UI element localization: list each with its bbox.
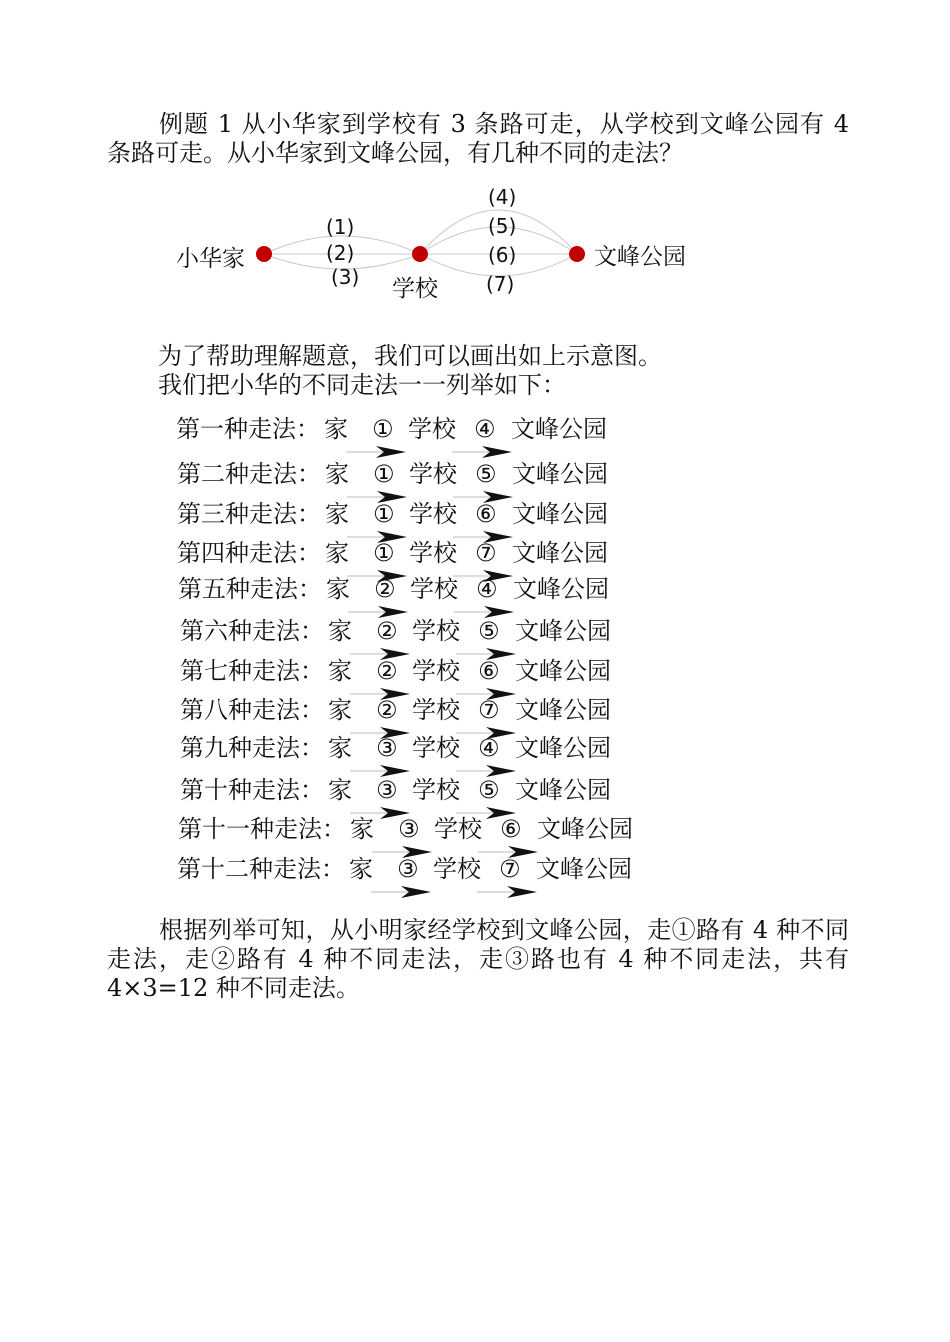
- route-mid: 学校: [412, 696, 460, 724]
- route-path-2: ⑦: [475, 539, 497, 567]
- route-end: 文峰公园: [512, 539, 608, 567]
- route-start: 家: [328, 696, 352, 724]
- route-start: 家: [324, 415, 348, 443]
- route-arrow-2: [456, 755, 516, 767]
- park-node: [569, 246, 585, 262]
- route-diagram: [170, 180, 710, 310]
- route-mid: 学校: [434, 815, 482, 843]
- route-path-2: ⑤: [475, 460, 497, 488]
- route-path-1: ②: [376, 696, 398, 724]
- route-path-2: ⑤: [478, 776, 500, 804]
- route-start: 家: [325, 500, 349, 528]
- route-start: 家: [328, 617, 352, 645]
- route-label: 第八种走法：: [180, 696, 324, 724]
- route-mid: 学校: [409, 500, 457, 528]
- route-end: 文峰公园: [512, 460, 608, 488]
- route-label: 第七种走法：: [180, 657, 324, 685]
- route-arrow-1: [372, 836, 432, 848]
- route-path-1: ①: [373, 460, 395, 488]
- route-path-1: ③: [376, 776, 398, 804]
- route-arrow-2: [456, 717, 516, 729]
- route-label: 第一种走法：: [176, 415, 320, 443]
- route-mid: 学校: [433, 855, 481, 883]
- route-end: 文峰公园: [511, 415, 607, 443]
- route-label: 第四种走法：: [177, 539, 321, 567]
- path-1-label: (1): [326, 215, 355, 239]
- problem-statement: 例题 1 从小华家到学校有 3 条路可走，从学校到文峰公园有 4 条路可走。从小华家到文峰公园，有几种不同的走法？: [107, 110, 849, 167]
- route-end: 文峰公园: [515, 734, 611, 762]
- school-label: 学校: [392, 276, 438, 302]
- route-end: 文峰公园: [536, 855, 632, 883]
- route-arrow-2: [453, 560, 513, 572]
- route-end: 文峰公园: [515, 617, 611, 645]
- route-arrow-2: [456, 638, 516, 650]
- route-label: 第十种走法：: [180, 776, 324, 804]
- route-label: 第二种走法：: [177, 460, 321, 488]
- path-7-label: (7): [486, 272, 515, 296]
- route-arrow-2: [456, 678, 516, 690]
- route-arrow-1: [347, 481, 407, 493]
- route-start: 家: [325, 539, 349, 567]
- route-end: 文峰公园: [537, 815, 633, 843]
- route-label: 第六种走法：: [180, 617, 324, 645]
- route-path-2: ④: [474, 415, 496, 443]
- route-arrow-2: [478, 836, 538, 848]
- path-5-label: (5): [488, 214, 517, 238]
- route-arrow-1: [371, 876, 431, 888]
- home-node: [256, 246, 272, 262]
- route-arrow-1: [350, 717, 410, 729]
- route-arrow-1: [350, 797, 410, 809]
- route-mid: 学校: [412, 734, 460, 762]
- route-path-1: ②: [376, 657, 398, 685]
- route-path-1: ①: [373, 539, 395, 567]
- route-path-1: ①: [372, 415, 394, 443]
- route-label: 第五种走法：: [178, 575, 322, 603]
- route-path-2: ⑤: [478, 617, 500, 645]
- route-arrow-1: [350, 678, 410, 690]
- route-label: 第九种走法：: [180, 734, 324, 762]
- route-arrow-1: [347, 560, 407, 572]
- route-start: 家: [325, 460, 349, 488]
- route-mid: 学校: [410, 575, 458, 603]
- route-arrow-2: [453, 481, 513, 493]
- route-path-2: ④: [476, 575, 498, 603]
- route-arrow-2: [477, 876, 537, 888]
- path-3-label: (3): [331, 265, 360, 289]
- explain-diagram: 为了帮助理解题意，我们可以画出如上示意图。: [158, 342, 662, 370]
- route-arrow-1: [350, 638, 410, 650]
- route-arrow-2: [452, 436, 512, 448]
- path-6-label: (6): [488, 243, 517, 267]
- route-arrow-1: [350, 755, 410, 767]
- route-path-2: ⑦: [478, 696, 500, 724]
- route-end: 文峰公园: [515, 657, 611, 685]
- route-arrow-2: [454, 596, 514, 608]
- route-end: 文峰公园: [515, 696, 611, 724]
- route-mid: 学校: [412, 776, 460, 804]
- route-mid: 学校: [409, 460, 457, 488]
- route-path-1: ②: [376, 617, 398, 645]
- home-label: 小华家: [176, 246, 245, 272]
- route-label: 第十二种走法：: [177, 855, 345, 883]
- route-arrow-1: [347, 521, 407, 533]
- route-path-2: ⑥: [475, 500, 497, 528]
- route-arrow-2: [456, 797, 516, 809]
- route-path-1: ②: [374, 575, 396, 603]
- route-mid: 学校: [412, 617, 460, 645]
- route-mid: 学校: [409, 539, 457, 567]
- route-start: 家: [328, 734, 352, 762]
- route-path-2: ④: [478, 734, 500, 762]
- explain-list: 我们把小华的不同走法一一列举如下：: [158, 371, 566, 399]
- route-end: 文峰公园: [513, 575, 609, 603]
- route-path-1: ③: [397, 855, 419, 883]
- route-path-2: ⑥: [500, 815, 522, 843]
- route-path-2: ⑦: [499, 855, 521, 883]
- park-label: 文峰公园: [594, 244, 686, 270]
- route-start: 家: [350, 815, 374, 843]
- route-path-2: ⑥: [478, 657, 500, 685]
- route-end: 文峰公园: [512, 500, 608, 528]
- route-start: 家: [326, 575, 350, 603]
- route-start: 家: [349, 855, 373, 883]
- route-path-1: ③: [398, 815, 420, 843]
- route-label: 第三种走法：: [177, 500, 321, 528]
- route-path-1: ③: [376, 734, 398, 762]
- school-node: [412, 246, 428, 262]
- path-4-label: (4): [488, 185, 517, 209]
- route-arrow-2: [453, 521, 513, 533]
- route-end: 文峰公园: [515, 776, 611, 804]
- route-start: 家: [328, 657, 352, 685]
- route-mid: 学校: [412, 657, 460, 685]
- route-mid: 学校: [408, 415, 456, 443]
- conclusion: 根据列举可知，从小明家经学校到文峰公园，走①路有 4 种不同走法，走②路有 4 种不同走法，走③路也有 4 种不同走法，共有 4×3=12 种不同走法。: [107, 916, 849, 1002]
- path-2-label: (2): [326, 241, 355, 265]
- route-label: 第十一种走法：: [178, 815, 346, 843]
- route-start: 家: [328, 776, 352, 804]
- route-arrow-1: [348, 596, 408, 608]
- route-arrow-1: [346, 436, 406, 448]
- route-path-1: ①: [373, 500, 395, 528]
